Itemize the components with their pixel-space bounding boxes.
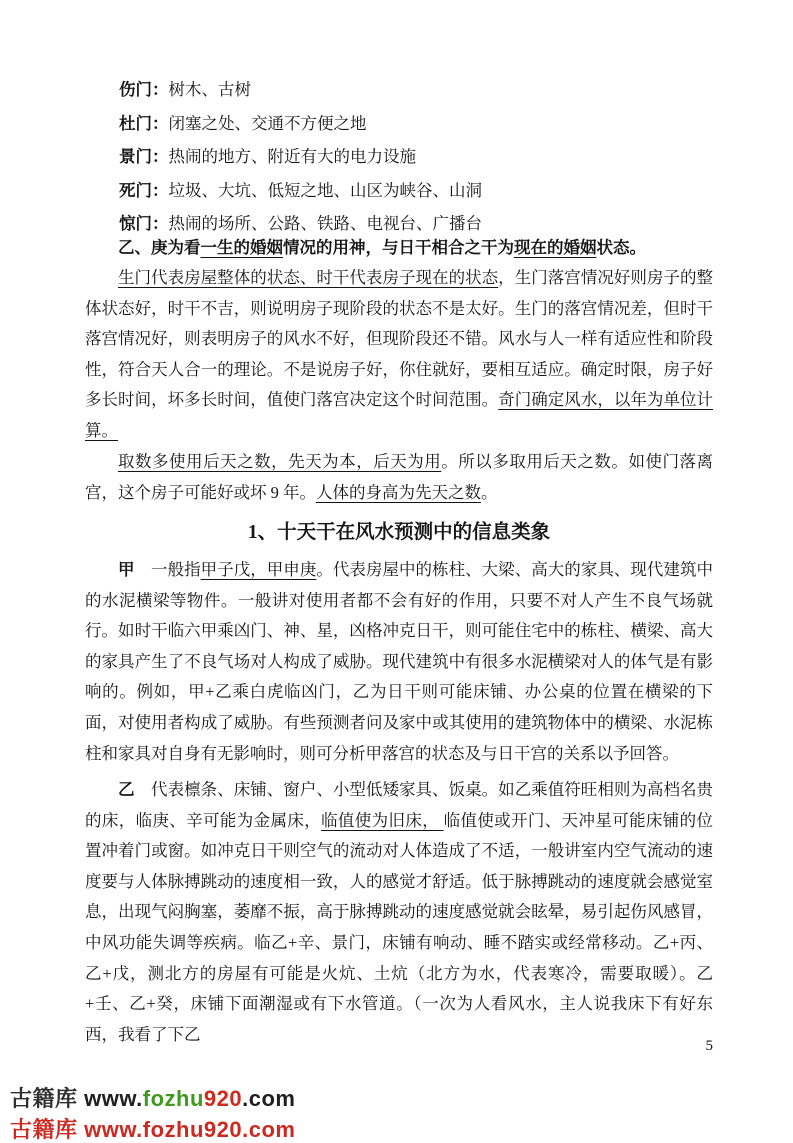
text-run: 惊门： xyxy=(119,214,169,233)
text-run: 生门代表房屋整体的状态、时干代表房子现在的状态 xyxy=(118,268,499,287)
text-run: 伤门： xyxy=(119,80,169,99)
text-run: 。所以多取用后天之数。如使门落离宫，这个房子可能好或坏 9 年。 xyxy=(85,452,714,502)
text-run: 热闹的地方、附近有大的电力设施 xyxy=(168,147,416,166)
site-watermark-clipped: 古籍库 www.fozhu920.com xyxy=(10,1117,296,1142)
door-list-item xyxy=(119,174,713,208)
section-heading: 1、十天干在风水预测中的信息类象 xyxy=(247,522,551,543)
page-number: 5 xyxy=(705,1038,713,1054)
paragraph-numbers xyxy=(85,447,713,508)
paragraph-house-state xyxy=(85,263,713,447)
text-run: 情况的用神，与日干相合之干为 xyxy=(283,238,514,257)
text-run: 闭塞之处、交通不方便之地 xyxy=(168,113,367,133)
text-run: 乙 xyxy=(118,780,135,799)
text-run: 一生的婚姻 xyxy=(200,238,283,257)
marriage-note-line xyxy=(85,233,713,264)
text-run: 甲 xyxy=(118,560,135,579)
text-run: 状态。 xyxy=(596,238,646,257)
text-run: 杜门： xyxy=(119,113,169,133)
text-run: 取数多使用后天之数，先天为本，后天为用 xyxy=(118,452,442,471)
text-run: ，生门落宫情况好则房子的整体状态好，时干不吉，则说明房子现阶段的状态不是太好。生门的落宫情况差，但时干落宫情况好，则表明房子的风水不好，但现阶段还不错。风水与人一样有适应性和阶段性，符合天人合一的理论。不是说房子好，你住就好，要相互适应。确定时限，房子好多长时间，坏多长时间，值使门落宫决定这个时间范围。 xyxy=(85,268,714,410)
site-url-suffix: .com xyxy=(242,1086,296,1111)
text-run: 热闹的场所、公路、铁路、电视台、广播台 xyxy=(168,214,482,233)
text-run: 。代表房屋中的栋柱、大梁、高大的家具、现代建筑中的水泥横梁等物件。一般讲对使用者都不会有好的作用，只要不对人产生不良气场就行。如时干临六甲乘凶门、神、星，凶格冲克日干，则可能住宅中的栋柱、横梁、高大的家具产生了不良气场对人构成了威胁。现代建筑中有很多水泥横梁对人的体气是有影响的。例如，甲+乙乘白虎临凶门，乙为日干则可能床铺、办公桌的位置在横梁的下面，对使用者构成了威胁。有些预测者问及家中或其使用的建筑物体中的横梁、水泥栋柱和家具对自身有无影响时，则可分析甲落宫的状态及与日干宫的关系以予回答。 xyxy=(85,560,714,763)
door-list-item xyxy=(119,140,713,174)
text-run: 人体的身高为先天之数 xyxy=(316,482,481,502)
text-run: 乙、庚为看 xyxy=(118,238,201,257)
site-url-green: fozhu xyxy=(142,1086,204,1111)
text-run: 一般指 xyxy=(134,560,201,579)
door-list-item xyxy=(119,73,713,107)
text-run: 死门： xyxy=(119,180,169,200)
site-logo-text: 古籍库 xyxy=(10,1086,78,1111)
door-list-item xyxy=(119,107,713,141)
text-run: 临值使为旧床， xyxy=(321,810,444,830)
door-list xyxy=(85,73,713,241)
text-run: 奇门确定风水，以年为单位计算。 xyxy=(85,390,714,440)
text-run: 景门： xyxy=(119,147,169,166)
paragraph-jia xyxy=(85,555,713,769)
site-url-red: 920 xyxy=(203,1086,243,1111)
text-run: 代表檩条、床铺、窗户、小型低矮家具、饭桌。如乙乘值符旺相则为高档名贵的床，临庚、辛可能为金属床， xyxy=(85,780,714,830)
site-watermark xyxy=(10,1086,296,1112)
text-run: 现在的婚姻 xyxy=(514,238,597,257)
paragraph-yi xyxy=(85,775,713,1050)
text-run: 树木、古树 xyxy=(168,80,251,99)
text-run: 甲子戊，甲申庚 xyxy=(200,560,317,579)
text-run: 垃圾、大坑、低短之地、山区为峡谷、山洞 xyxy=(168,180,482,200)
site-url-prefix: www. xyxy=(77,1086,143,1111)
text-run: 临值使或开门、天冲星可能床铺的位置冲着门或窗。如冲克日干则空气的流动对人体造成了不适，一般讲室内空气流动的速度要与人体脉搏跳动的速度相一致，人的感觉才舒适。低于脉搏跳动的速度就会感觉室息，出现气闷胸塞，萎靡不振，高于脉搏跳动的速度感觉就会眩晕，易引起伤风感冒，中风功能失调等疾病。临乙+辛、景门，床铺有响动、睡不踏实或经常移动。乙+丙、乙+戊，测北方的房屋有可能是火炕、土炕（北方为水，代表寒冷，需要取暖）。乙+壬、乙+癸，床铺下面潮湿或有下水管道。（一次为人看风水，主人说我床下有好东西，我看了下乙 xyxy=(85,810,714,1044)
text-run: 。 xyxy=(481,482,498,502)
